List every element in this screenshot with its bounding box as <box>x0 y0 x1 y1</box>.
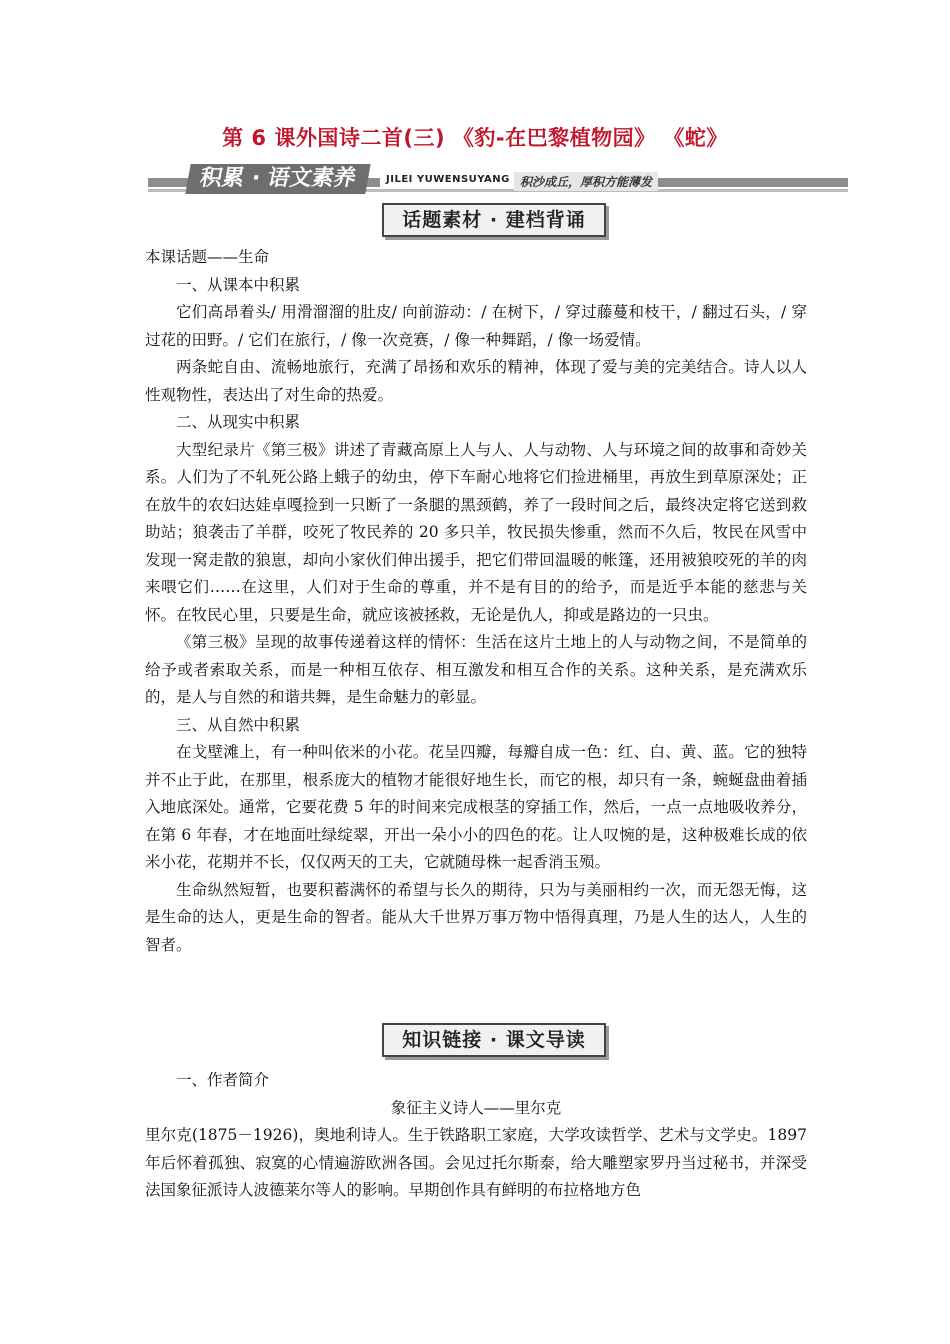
heading-textbook: 一、从课本中积累 <box>176 275 301 294</box>
banner-motto: 积沙成丘，厚积方能薄发 <box>514 172 658 191</box>
heading-reality: 二、从现实中积累 <box>176 413 301 431</box>
section-heading-knowledge-link: 知识链接 · 课文导读 <box>382 1023 606 1057</box>
paragraph-life-reflection: 生命纵然短暂，也要积蓄满怀的希望与长久的期待，只为与美丽相约一次，而无怨无悔，这是生命的达人，更是生命的智者。能从大千世界万事万物中悟得真理，乃是人生的达人，人生的智者。 <box>145 880 807 954</box>
paragraph-third-pole-summary: 《第三极》呈现的故事传递着这样的情怀：生活在这片土地上的人与动物之间，不是简单的给予或者索取关系，而是一种相互依存、相互激发和相互合作的关系。这种关系，是充满欢乐的，是人与自然的和谐共舞，是生命魅力的彰显。 <box>145 633 807 706</box>
accumulation-banner <box>148 162 848 198</box>
heading-nature: 三、从自然中积累 <box>176 715 301 734</box>
paragraph-analysis: 两条蛇自由、流畅地旅行，充满了昂扬和欢乐的精神，体现了爱与美的完美结合。诗人以人性观物性，表达出了对生命的热爱。 <box>145 358 807 404</box>
banner-heading: 积累 · 语文素养 <box>185 164 370 194</box>
topic-line: 本课话题——生命 <box>145 248 270 266</box>
author-subtitle: 象征主义诗人——里尔克 <box>390 1098 562 1117</box>
paragraph-third-pole: 大型纪录片《第三极》讲述了青藏高原上人与人、人与动物、人与环境之间的故事和奇妙关系。人们为了不轧死公路上蛾子的幼虫，停下车耐心地将它们捡进桶里，再放生到草原深处；正在放牛的农妇达娃卓嘎捡到一只断了一条腿的黑颈鹤，养了一段时间之后，最终决定将它送到救助站；狼袭击了羊群，咬死了牧民养的 20 多只羊，牧民损失惨重，然而不久后，牧民在风雪中发现一窝走散的狼崽，却向小家伙们伸出援手，把它们带回温暖的帐篷，还用被狼咬死的羊的肉来喂它们……在这里，人们对于生命的尊重，并不是有目的的给予，而是近乎本能的慈悲与关怀。在牧民心里，只要是生命，就应该被拯救，无论是仇人，抑或是路边的一只虫。 <box>145 440 807 624</box>
section-heading-topic-material: 话题素材 · 建档背诵 <box>382 203 606 237</box>
heading-author-intro: 一、作者简介 <box>176 1071 270 1089</box>
paragraph-yimi-flower: 在戈壁滩上，有一种叫依米的小花。花呈四瓣，每瓣自成一色：红、白、黄、蓝。它的独特并不止于此，在那里，根系庞大的植物才能很好地生长，而它的根，却只有一条，蜿蜒盘曲着插入地底深处。通常，它要花费 5 年的时间来完成根茎的穿插工作，然后，一点一点地吸收养分，在第 6 年春，才在地面吐绿绽翠，开出一朵小小的四色的花。让人叹惋的是，这种极难长成的依米小花，花期并不长，仅仅两天的工夫，它就随母株一起香消玉殒。 <box>145 743 807 871</box>
lesson-title: 第 6 课外国诗二首(三) 《豹-在巴黎植物园》 《蛇》 <box>222 126 728 150</box>
banner-pinyin: JILEI YUWENSUYANG <box>380 172 516 187</box>
knowledge-link-body <box>145 1067 807 1205</box>
poem-excerpt: 它们高昂着头/ 用滑溜溜的肚皮/ 向前游动：/ 在树下，/ 穿过藤蔓和枝干，/ 翻过石头，/ 穿过花的田野。/ 它们在旅行，/ 像一次竞赛，/ 像一种舞蹈，/ 像一场爱情。 <box>145 303 807 349</box>
topic-material-body <box>145 244 807 959</box>
paragraph-rilke: 里尔克(1875－1926)，奥地利诗人。生于铁路职工家庭，大学攻读哲学、艺术与文学史。1897 年后怀着孤独、寂寞的心情遍游欧洲各国。会见过托尔斯泰，给大雕塑家罗丹当过秘书，并深受法国象征派诗人波德莱尔等人的影响。早期创作具有鲜明的布拉格地方色 <box>145 1126 807 1199</box>
